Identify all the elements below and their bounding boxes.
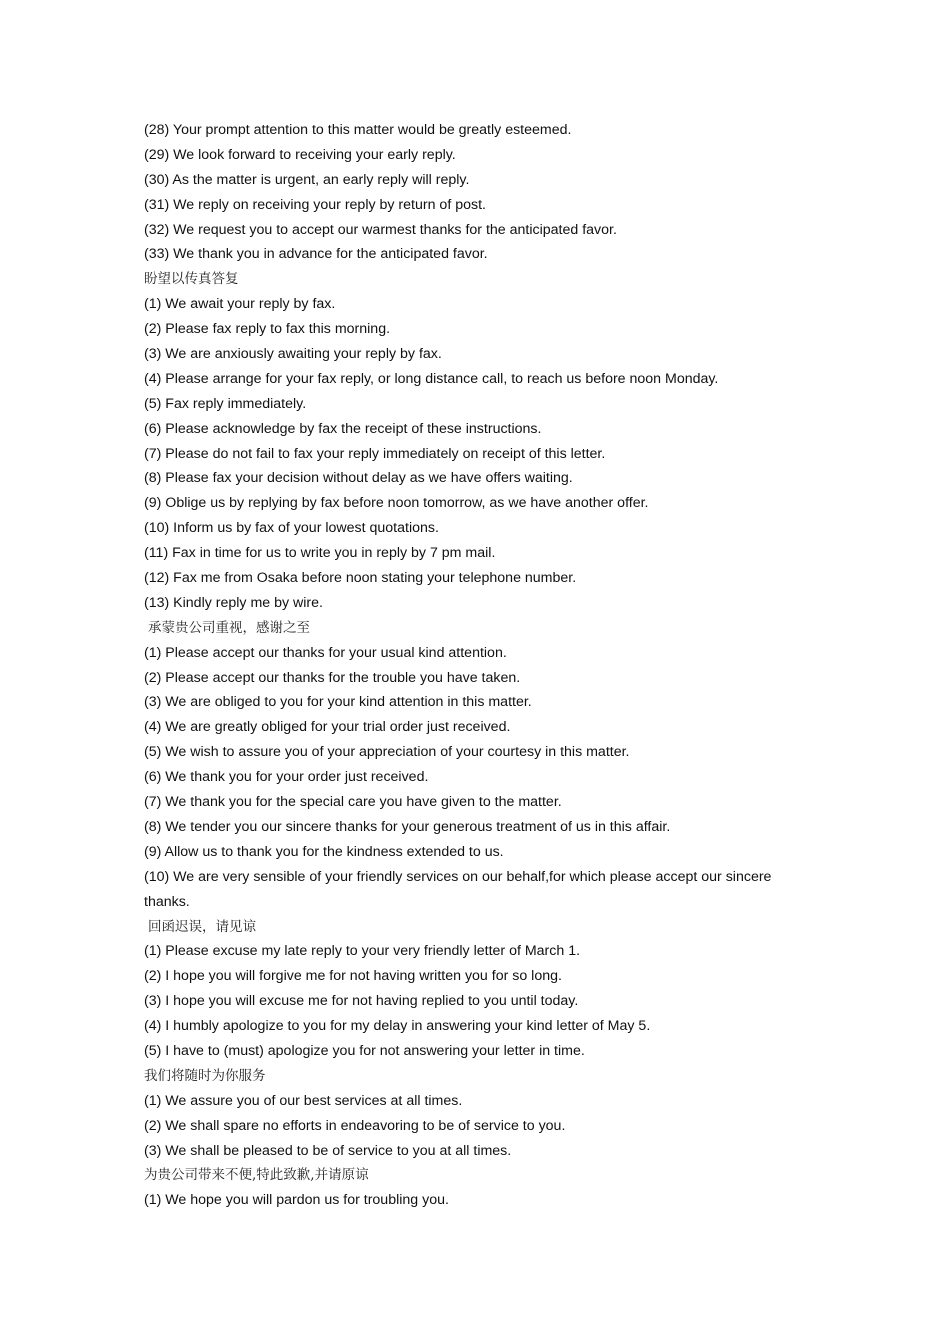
text-line: (2) I hope you will forgive me for not having written you for so long. xyxy=(144,968,562,985)
text-line: (10) Inform us by fax of your lowest quotations. xyxy=(144,520,439,537)
text-line: (7) We thank you for the special care you have given to the matter. xyxy=(144,794,562,811)
text-line: (5) We wish to assure you of your appreciation of your courtesy in this matter. xyxy=(144,744,630,761)
text-line: (6) We thank you for your order just received. xyxy=(144,769,429,786)
text-line: (1) Please excuse my late reply to your very friendly letter of March 1. xyxy=(144,943,581,960)
text-line: (29) We look forward to receiving your early reply. xyxy=(144,146,456,163)
text-line: (3) We are obliged to you for your kind attention in this matter. xyxy=(144,694,532,711)
section-heading: 回函迟误，请见谅 xyxy=(148,918,256,935)
document-body xyxy=(144,118,814,1213)
text-line: (11) Fax in time for us to write you in reply by 7 pm mail. xyxy=(144,545,496,562)
text-line: (12) Fax me from Osaka before noon stating your telephone number. xyxy=(144,570,577,587)
text-line: (32) We request you to accept our warmest thanks for the anticipated favor. xyxy=(144,221,617,238)
text-line: (3) I hope you will excuse me for not having replied to you until today. xyxy=(144,993,579,1010)
section-heading: 为贵公司带来不便,特此致歉,并请原谅 xyxy=(144,1167,369,1184)
text-line: (4) Please arrange for your fax reply, or long distance call, to reach us before noon Monday. xyxy=(144,370,719,387)
text-line: (4) We are greatly obliged for your trial order just received. xyxy=(144,719,511,736)
text-line: (2) Please fax reply to fax this morning. xyxy=(144,321,391,338)
text-line: (28) Your prompt attention to this matter would be greatly esteemed. xyxy=(144,122,572,138)
text-line: (9) Oblige us by replying by fax before noon tomorrow, as we have another offer. xyxy=(144,495,649,512)
text-line: (9) Allow us to thank you for the kindness extended to us. xyxy=(144,843,504,860)
text-line: (1) Please accept our thanks for your usual kind attention. xyxy=(144,644,507,661)
section-heading: 我们将随时为你服务 xyxy=(144,1067,266,1084)
text-line: (31) We reply on receiving your reply by return of post. xyxy=(144,196,486,213)
text-line: (1) We await your reply by fax. xyxy=(144,296,336,313)
text-line: (1) We hope you will pardon us for troubling you. xyxy=(144,1192,449,1209)
section-heading: 盼望以传真答复 xyxy=(144,271,239,288)
section-heading: 承蒙贵公司重视，感谢之至 xyxy=(148,619,310,636)
text-line: (10) We are very sensible of your friendly services on our behalf,for which please accept our sincere thanks. xyxy=(144,868,772,910)
text-line: (33) We thank you in advance for the anticipated favor. xyxy=(144,246,488,263)
text-line: (2) Please accept our thanks for the trouble you have taken. xyxy=(144,669,521,686)
text-line: (13) Kindly reply me by wire. xyxy=(144,594,323,611)
text-line: (30) As the matter is urgent, an early reply will reply. xyxy=(144,171,470,188)
text-line: (5) Fax reply immediately. xyxy=(144,395,307,412)
text-line: (3) We are anxiously awaiting your reply by fax. xyxy=(144,346,442,363)
text-line: (1) We assure you of our best services at all times. xyxy=(144,1092,463,1109)
text-line: (8) We tender you our sincere thanks for your generous treatment of us in this affair. xyxy=(144,818,671,835)
text-line: (6) Please acknowledge by fax the receipt of these instructions. xyxy=(144,420,542,437)
text-line: (8) Please fax your decision without delay as we have offers waiting. xyxy=(144,470,573,487)
text-line: (4) I humbly apologize to you for my delay in answering your kind letter of May 5. xyxy=(144,1018,651,1035)
text-line: (3) We shall be pleased to be of service to you at all times. xyxy=(144,1142,512,1159)
text-line: (2) We shall spare no efforts in endeavoring to be of service to you. xyxy=(144,1117,566,1134)
text-line: (5) I have to (must) apologize you for not answering your letter in time. xyxy=(144,1042,585,1059)
text-line: (7) Please do not fail to fax your reply immediately on receipt of this letter. xyxy=(144,445,606,462)
